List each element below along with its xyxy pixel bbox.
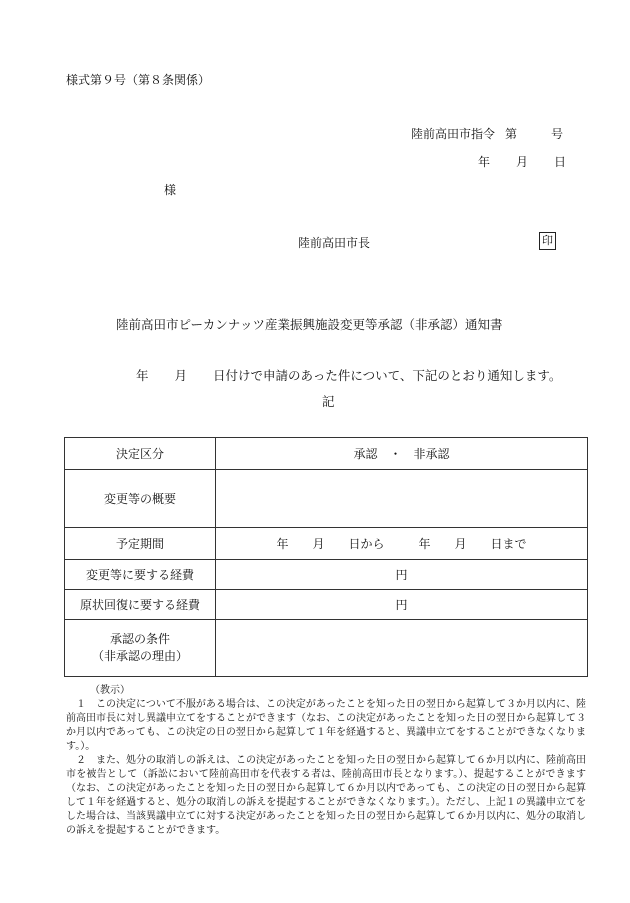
period-value bbox=[216, 528, 588, 560]
outline-value bbox=[216, 470, 588, 528]
table-row bbox=[65, 470, 588, 528]
period-start-year: 年 bbox=[276, 537, 289, 551]
decision-table bbox=[64, 437, 588, 677]
reference-number-line bbox=[411, 125, 563, 142]
issue-date-line bbox=[478, 153, 566, 170]
issuer-mayor: 陸前高田市長 bbox=[298, 236, 371, 250]
table-row bbox=[65, 560, 588, 590]
document-title: 陸前高田市ピーカンナッツ産業振興施設変更等承認（非承認）通知書 bbox=[116, 317, 503, 332]
intro-year: 年 bbox=[136, 368, 149, 383]
ki-heading: 記 bbox=[322, 394, 335, 409]
period-start-month: 月 bbox=[312, 537, 325, 551]
cost-change-value: 円 bbox=[216, 560, 588, 590]
table-row bbox=[65, 528, 588, 560]
notice-item-1: １ この決定について不服がある場合は、この決定があったことを知った日の翌日から起算して３か月以内に、陸前高田市長に対し異議申立てをすることができます（なお、この決定があったことを知った日の翌日から起算して３か月以内であっても、この決定の日の翌日から起算して１年を経過すると、異議申立てをすることができなくなります。）。 bbox=[66, 699, 586, 752]
intro-text: 日付けで申請のあった件について、下記のとおり通知します。 bbox=[213, 368, 562, 383]
reference-dai: 第 bbox=[505, 127, 518, 141]
appeal-notice bbox=[66, 684, 586, 838]
notice-item-2: ２ また、処分の取消しの訴えは、この決定があったことを知った日の翌日から起算して６か月以内に、陸前高田市を被告として（訴訟において陸前高田市を代表する者は、陸前高田市長となります。）、提起することができます（なお、この決定があったことを知った日の翌日から起算して６か月以内であっても、この決定の日の翌日から起算して１年を経過すると、処分の取消しの訴えを提起することができなくなります。）。ただし、上記１の異議申立てをした場合は、当該異議申立てに対する決定があったことを知った日の翌日から起算して６か月以内に、処分の取消しの訴えを提起することができます。 bbox=[66, 755, 586, 836]
intro-sentence bbox=[136, 366, 561, 384]
condition-label bbox=[65, 620, 216, 677]
period-start-day: 日から bbox=[348, 537, 385, 551]
form-number: 様式第９号（第８条関係） bbox=[66, 73, 211, 87]
cost-restore-label: 原状回復に要する経費 bbox=[65, 590, 216, 620]
table-row bbox=[65, 590, 588, 620]
condition-value bbox=[216, 620, 588, 677]
notice-heading: （教示） bbox=[90, 685, 130, 696]
cost-restore-value: 円 bbox=[216, 590, 588, 620]
decision-value: 承認 ・ 非承認 bbox=[216, 438, 588, 470]
period-end-year: 年 bbox=[418, 537, 431, 551]
date-year: 年 bbox=[478, 155, 491, 169]
date-month: 月 bbox=[516, 155, 529, 169]
date-day: 日 bbox=[554, 155, 567, 169]
reference-office: 陸前高田市指令 bbox=[411, 127, 496, 141]
period-end-day: 日まで bbox=[490, 537, 527, 551]
reference-go: 号 bbox=[551, 127, 564, 141]
table-row bbox=[65, 438, 588, 470]
cost-change-label: 変更等に要する経費 bbox=[65, 560, 216, 590]
seal-mark: 印 bbox=[539, 232, 556, 250]
intro-month: 月 bbox=[174, 368, 188, 383]
condition-label-main: 承認の条件 bbox=[109, 632, 170, 646]
period-end-month: 月 bbox=[454, 537, 467, 551]
addressee: 様 bbox=[164, 183, 177, 197]
decision-label: 決定区分 bbox=[65, 438, 216, 470]
condition-label-sub: （非承認の理由） bbox=[91, 649, 188, 663]
period-label: 予定期間 bbox=[65, 528, 216, 560]
table-row bbox=[65, 620, 588, 677]
outline-label: 変更等の概要 bbox=[65, 470, 216, 528]
